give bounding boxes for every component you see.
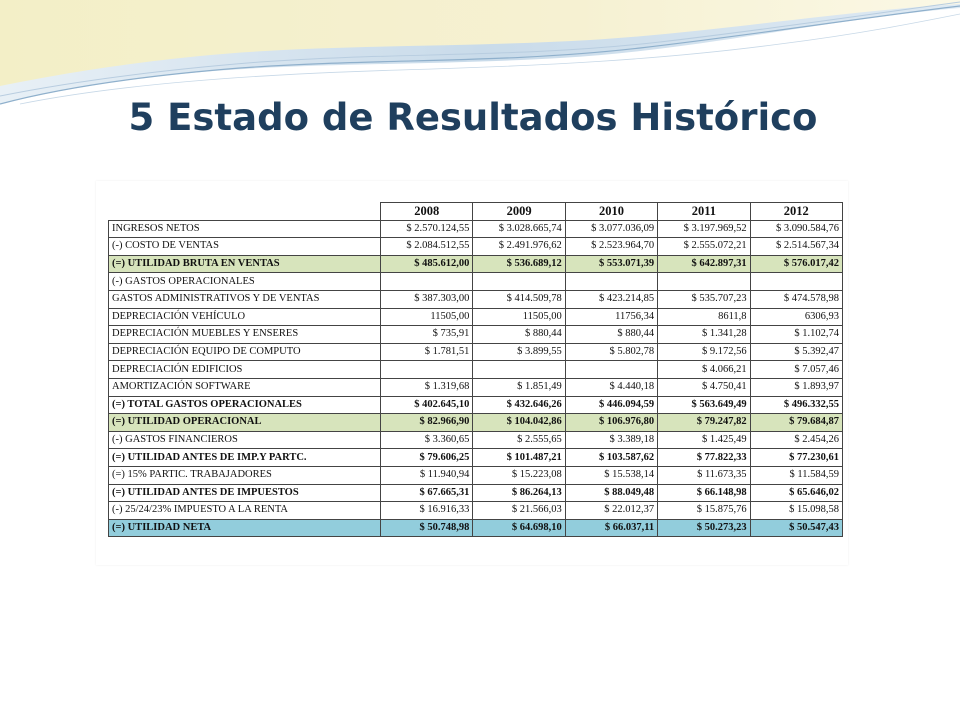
value-cell: $ 65.646,02 — [750, 484, 842, 502]
value-cell: $ 2.454,26 — [750, 431, 842, 449]
table-row — [109, 273, 843, 291]
value-cell: 8611,8 — [658, 308, 750, 326]
value-cell — [750, 273, 842, 291]
income-statement-table — [108, 202, 843, 537]
table-row — [109, 519, 843, 537]
value-cell: $ 106.976,80 — [565, 414, 657, 432]
slide-title: 5 Estado de Resultados Histórico — [128, 96, 818, 139]
value-cell: $ 2.514.567,34 — [750, 238, 842, 256]
value-cell: $ 1.425,49 — [658, 431, 750, 449]
value-cell: $ 15.875,76 — [658, 502, 750, 520]
value-cell: $ 79.684,87 — [750, 414, 842, 432]
table-row — [109, 484, 843, 502]
row-label: (-) GASTOS FINANCIEROS — [109, 431, 381, 449]
value-cell: $ 64.698,10 — [473, 519, 565, 537]
year-header: 2009 — [473, 203, 565, 221]
row-label: DEPRECIACIÓN EQUIPO DE COMPUTO — [109, 343, 381, 361]
value-cell: $ 432.646,26 — [473, 396, 565, 414]
value-cell: $ 50.273,23 — [658, 519, 750, 537]
value-cell: $ 66.148,98 — [658, 484, 750, 502]
value-cell: $ 22.012,37 — [565, 502, 657, 520]
row-label: (-) GASTOS OPERACIONALES — [109, 273, 381, 291]
value-cell — [381, 361, 473, 379]
value-cell: $ 880,44 — [473, 326, 565, 344]
row-label: (=) 15% PARTIC. TRABAJADORES — [109, 466, 381, 484]
row-label: (=) TOTAL GASTOS OPERACIONALES — [109, 396, 381, 414]
value-cell — [473, 273, 565, 291]
value-cell: $ 536.689,12 — [473, 255, 565, 273]
value-cell: $ 387.303,00 — [381, 290, 473, 308]
value-cell: $ 3.899,55 — [473, 343, 565, 361]
value-cell: $ 2.523.964,70 — [565, 238, 657, 256]
value-cell: $ 86.264,13 — [473, 484, 565, 502]
row-label: (=) UTILIDAD ANTES DE IMPUESTOS — [109, 484, 381, 502]
value-cell: $ 16.916,33 — [381, 502, 473, 520]
value-cell: $ 82.966,90 — [381, 414, 473, 432]
value-cell: $ 3.090.584,76 — [750, 220, 842, 238]
value-cell: $ 3.389,18 — [565, 431, 657, 449]
value-cell — [381, 273, 473, 291]
value-cell: $ 2.084.512,55 — [381, 238, 473, 256]
value-cell: $ 4.750,41 — [658, 378, 750, 396]
value-cell: $ 11.673,35 — [658, 466, 750, 484]
table-row — [109, 343, 843, 361]
value-cell: $ 1.341,28 — [658, 326, 750, 344]
table-row — [109, 449, 843, 467]
table-row — [109, 220, 843, 238]
value-cell: $ 88.049,48 — [565, 484, 657, 502]
income-statement-panel — [96, 181, 848, 565]
table-row — [109, 378, 843, 396]
value-cell: $ 5.802,78 — [565, 343, 657, 361]
value-cell: $ 1.102,74 — [750, 326, 842, 344]
value-cell: $ 50.547,43 — [750, 519, 842, 537]
value-cell: $ 3.197.969,52 — [658, 220, 750, 238]
value-cell: $ 101.487,21 — [473, 449, 565, 467]
table-row — [109, 290, 843, 308]
value-cell: $ 15.538,14 — [565, 466, 657, 484]
year-header: 2012 — [750, 203, 842, 221]
row-label: DEPRECIACIÓN VEHÍCULO — [109, 308, 381, 326]
row-label: INGRESOS NETOS — [109, 220, 381, 238]
year-header: 2008 — [381, 203, 473, 221]
value-cell — [565, 273, 657, 291]
value-cell: $ 4.066,21 — [658, 361, 750, 379]
value-cell: $ 880,44 — [565, 326, 657, 344]
value-cell: $ 414.509,78 — [473, 290, 565, 308]
value-cell: $ 496.332,55 — [750, 396, 842, 414]
value-cell: 6306,93 — [750, 308, 842, 326]
value-cell: 11756,34 — [565, 308, 657, 326]
value-cell: $ 11.584,59 — [750, 466, 842, 484]
value-cell: $ 67.665,31 — [381, 484, 473, 502]
value-cell: $ 3.028.665,74 — [473, 220, 565, 238]
table-row — [109, 466, 843, 484]
year-header: 2011 — [658, 203, 750, 221]
value-cell: $ 1.851,49 — [473, 378, 565, 396]
value-cell: $ 50.748,98 — [381, 519, 473, 537]
year-header: 2010 — [565, 203, 657, 221]
table-row — [109, 361, 843, 379]
value-cell: $ 3.360,65 — [381, 431, 473, 449]
value-cell: $ 735,91 — [381, 326, 473, 344]
row-label: (-) COSTO DE VENTAS — [109, 238, 381, 256]
row-label: GASTOS ADMINISTRATIVOS Y DE VENTAS — [109, 290, 381, 308]
table-row — [109, 326, 843, 344]
row-label: (-) 25/24/23% IMPUESTO A LA RENTA — [109, 502, 381, 520]
value-cell — [565, 361, 657, 379]
row-label: AMORTIZACIÓN SOFTWARE — [109, 378, 381, 396]
value-cell: $ 11.940,94 — [381, 466, 473, 484]
value-cell: $ 1.893,97 — [750, 378, 842, 396]
value-cell: 11505,00 — [473, 308, 565, 326]
table-row — [109, 502, 843, 520]
value-cell: $ 2.555,65 — [473, 431, 565, 449]
table-row — [109, 396, 843, 414]
table-row — [109, 308, 843, 326]
value-cell: $ 15.098,58 — [750, 502, 842, 520]
value-cell: $ 2.555.072,21 — [658, 238, 750, 256]
value-cell: $ 4.440,18 — [565, 378, 657, 396]
value-cell: $ 66.037,11 — [565, 519, 657, 537]
value-cell: $ 474.578,98 — [750, 290, 842, 308]
table-row — [109, 238, 843, 256]
value-cell: $ 104.042,86 — [473, 414, 565, 432]
value-cell: $ 576.017,42 — [750, 255, 842, 273]
value-cell: $ 485.612,00 — [381, 255, 473, 273]
value-cell: $ 103.587,62 — [565, 449, 657, 467]
year-header-row — [109, 203, 843, 221]
row-label: DEPRECIACIÓN MUEBLES Y ENSERES — [109, 326, 381, 344]
value-cell: $ 535.707,23 — [658, 290, 750, 308]
value-cell: $ 1.319,68 — [381, 378, 473, 396]
row-label: (=) UTILIDAD BRUTA EN VENTAS — [109, 255, 381, 273]
value-cell: $ 2.491.976,62 — [473, 238, 565, 256]
value-cell: $ 21.566,03 — [473, 502, 565, 520]
value-cell: $ 3.077.036,09 — [565, 220, 657, 238]
value-cell: $ 642.897,31 — [658, 255, 750, 273]
value-cell: $ 79.606,25 — [381, 449, 473, 467]
table-row — [109, 431, 843, 449]
value-cell: $ 402.645,10 — [381, 396, 473, 414]
value-cell: $ 77.230,61 — [750, 449, 842, 467]
value-cell: $ 446.094,59 — [565, 396, 657, 414]
value-cell: $ 7.057,46 — [750, 361, 842, 379]
value-cell: $ 15.223,08 — [473, 466, 565, 484]
row-label: (=) UTILIDAD OPERACIONAL — [109, 414, 381, 432]
value-cell: $ 79.247,82 — [658, 414, 750, 432]
value-cell: $ 423.214,85 — [565, 290, 657, 308]
value-cell: 11505,00 — [381, 308, 473, 326]
value-cell: $ 9.172,56 — [658, 343, 750, 361]
row-label: DEPRECIACIÓN EDIFICIOS — [109, 361, 381, 379]
value-cell: $ 77.822,33 — [658, 449, 750, 467]
header-blank-cell — [109, 203, 381, 221]
value-cell: $ 5.392,47 — [750, 343, 842, 361]
table-row — [109, 414, 843, 432]
row-label: (=) UTILIDAD ANTES DE IMP.Y PARTC. — [109, 449, 381, 467]
value-cell: $ 553.071,39 — [565, 255, 657, 273]
row-label: (=) UTILIDAD NETA — [109, 519, 381, 537]
value-cell — [473, 361, 565, 379]
value-cell: $ 563.649,49 — [658, 396, 750, 414]
value-cell: $ 1.781,51 — [381, 343, 473, 361]
value-cell: $ 2.570.124,55 — [381, 220, 473, 238]
value-cell — [658, 273, 750, 291]
table-row — [109, 255, 843, 273]
